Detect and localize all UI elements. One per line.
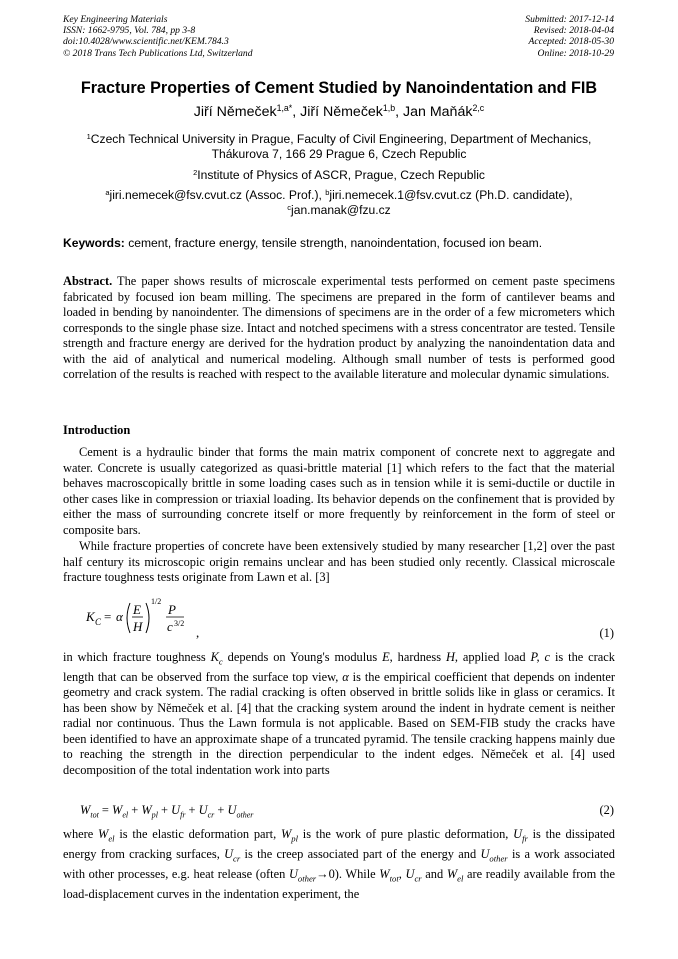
intro-paragraph-3: in which fracture toughness $K_c$ depends on Young's modulus E, hardness H, applied load P, c is the crack length that can be observed from the surface top view, α is the empirical coefficient that depends on indenter geometry and crack system. The radial cracking is often observed in brittle solids like in glass or ceramics. It has been show by Němeček et al. [4] that the cracking system around the indent in hydrate cement is neither radial nor continuous. Thus the Lawn formula is not applicable. Based on SEM-FIB study the cracks have been identified to have an approximate shape of a truncated pyramid. The tensile cracking happens mainly due to reaching the strength in the direction perpendicular to the indent edges. Němeček et al. [4] used decomposition of the total indentation work into parts bbox=[63, 650, 615, 777]
intro-paragraph-4: where $W_{el}$ is the elastic deformation part, $W_{pl}$ is the work of pure plastic deformation, $U_{fr}$ is the dissipated energy from cracking surfaces, $U_{cr}$ is the creep associated part of the energy and $U_{other}$ is a work associated with other processes, e.g. heat release (often $U_{other}\to 0$). While $W_{tot}$, $U_{cr}$ and $W_{el}$ are readily available from the load-displacement curves in the indentation experiment, the bbox=[63, 827, 616, 901]
svg-text:=: = bbox=[104, 609, 112, 624]
svg-text:,: , bbox=[196, 625, 200, 640]
svg-text:1/2: 1/2 bbox=[151, 597, 162, 606]
author-2: Jiří Němeček bbox=[300, 104, 383, 120]
header-left bbox=[63, 14, 253, 59]
keywords-text: cement, fracture energy, tensile strength, nanoindentation, focused ion beam. bbox=[128, 236, 543, 250]
paper-title: Fracture Properties of Cement Studied by Nanoindentation and FIB bbox=[80, 79, 598, 97]
email-c: jan.manak@fzu.cz bbox=[291, 203, 391, 217]
keywords-label: Keywords: bbox=[63, 236, 125, 250]
equation-2-number: (2) bbox=[599, 803, 614, 817]
equation-1 bbox=[80, 590, 230, 646]
header-right bbox=[525, 14, 614, 59]
copyright: © 2018 Trans Tech Publications Ltd, Switzerland bbox=[63, 47, 253, 59]
svg-text:H: H bbox=[133, 619, 143, 634]
author-3: Jan Maňák bbox=[403, 104, 473, 120]
abstract-label: Abstract. bbox=[63, 274, 113, 288]
journal-name: Key Engineering Materials bbox=[63, 14, 168, 25]
svg-text:c: c bbox=[167, 619, 173, 634]
equation-2: $W_{tot} = W_{el} + W_{pl} + U_{fr} + U_{cr} + U_{other}$ bbox=[80, 803, 254, 820]
svg-text:K: K bbox=[86, 609, 95, 624]
svg-text:E: E bbox=[133, 602, 141, 617]
section-heading-introduction: Introduction bbox=[63, 423, 131, 437]
intro-paragraph-2: While fracture properties of concrete have been extensively studied by many researcher [1,2] over the past half century its microscopic origin remains unclear and has been studied only recently. Classical microscale fracture toughness tests originate from Lawn et al. [3] bbox=[63, 539, 615, 584]
email-list: $^a$jiri.nemecek@fsv.cvut.cz (Assoc. Prof.), $^b$jiri.nemecek.1@fsv.cvut.cz (Ph.D. candidate), $^c$jan.manak@fzu.cz bbox=[105, 187, 573, 217]
date-accepted: Accepted: 2018-05-30 bbox=[528, 36, 614, 48]
date-submitted: Submitted: 2017-12-14 bbox=[525, 14, 614, 25]
author-list: Jiří Němeček$^{1,a*}$, Jiří Němeček$^{1,b}$, Jan Maňák$^{2,c}$ bbox=[193, 103, 485, 120]
equation-1-number: (1) bbox=[599, 626, 614, 640]
date-online: Online: 2018-10-29 bbox=[537, 47, 614, 59]
keywords bbox=[63, 236, 542, 250]
affiliation-2: $^2$Institute of Physics of ASCR, Prague, Czech Republic bbox=[193, 167, 485, 182]
svg-text:α: α bbox=[116, 609, 123, 624]
author-1: Jiří Němeček bbox=[193, 104, 277, 120]
svg-text:3/2: 3/2 bbox=[174, 619, 185, 628]
date-revised: Revised: 2018-04-04 bbox=[533, 25, 614, 37]
svg-text:C: C bbox=[95, 617, 102, 627]
svg-text:P: P bbox=[168, 602, 176, 617]
affiliation-1: $^1$Czech Technical University in Prague, Faculty of Civil Engineering, Department of Mechanics, Thákurova 7, 166 29 Prague 6, Czech Republic bbox=[86, 131, 592, 161]
issn: ISSN: 1662-9795, Vol. 784, pp 3-8 bbox=[63, 25, 196, 37]
doi: doi:10.4028/www.scientific.net/KEM.784.3 bbox=[63, 36, 229, 48]
email-a: jiri.nemecek@fsv.cvut.cz (Assoc. Prof.), bbox=[109, 188, 322, 202]
abstract bbox=[63, 274, 615, 383]
email-b: jiri.nemecek.1@fsv.cvut.cz (Ph.D. candidate), bbox=[329, 188, 573, 202]
abstract-text: The paper shows results of microscale experimental tests performed on cement paste specimens fabricated by focused ion beam milling. The specimens are prepared in the form of cantilever beams and loaded in bending by nanoindenter. The dimensions of specimens are in the order of a few micrometers which corresponds to the single phase size. Intact and notched specimens with a stress concentrator are tested. Tensile strength and fracture energy are derived for the hydration product by analyzing the nanoindentation data and with the aid of analytical and numerical modeling. Although small number of tests is performed good correlation of the results is reached with respect to the available literature and molecular dynamic simulations. bbox=[63, 274, 615, 381]
intro-paragraph-1: Cement is a hydraulic binder that forms the main matrix component of concrete next to aggregate and water. Concrete is usually categorized as quasi-brittle material [1] which refers to the fact that the material behaves macroscopically brittle in some loading cases such as in tension while it is semi-ductile or ductile in other cases like in compression or triaxial loading. Its behavior depends on the confinement that is provided by either the mass of surrounding concrete itself or more frequently by reinforcement in the form of steel or composite bars. bbox=[63, 445, 615, 537]
